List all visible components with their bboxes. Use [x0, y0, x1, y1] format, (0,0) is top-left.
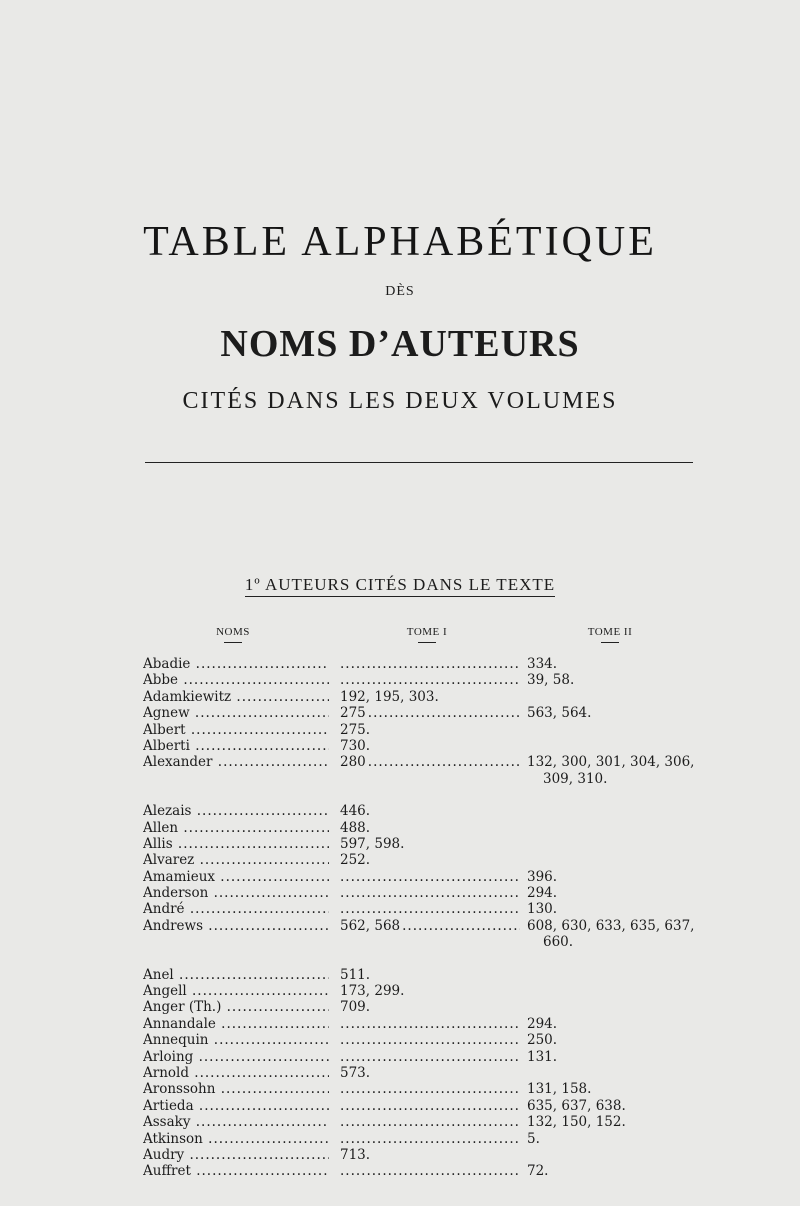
tome1-pages: [340, 1049, 520, 1065]
subtitle-cites: CITÉS DANS LES DEUX VOLUMES: [182, 388, 618, 414]
index-entry: [143, 1098, 713, 1114]
tome1-pages: 280 .....: [340, 754, 520, 770]
index-entry: [143, 722, 713, 738]
tome1-pages: 562, 568 .....: [340, 918, 520, 934]
tome1-pages: [340, 869, 520, 885]
author-name: Albert .....: [143, 722, 329, 738]
index-entry: [143, 754, 713, 787]
column-header-noms: NOMS: [213, 626, 253, 643]
tome2-pages: 5.: [527, 1130, 540, 1147]
index-entry: [143, 1114, 713, 1130]
index-entry: [143, 1065, 713, 1081]
tome2-pages: 608, 630, 633, 635, 637, 660.: [527, 918, 717, 951]
author-index-list: [143, 656, 713, 1180]
author-name: Artieda .....: [143, 1098, 329, 1114]
index-entry: [143, 918, 713, 951]
author-name: Alvarez .....: [143, 852, 329, 868]
index-entry: [143, 1081, 713, 1097]
tome1-pages: [340, 1016, 520, 1032]
column-header-tome2: TOME II: [580, 626, 640, 643]
tome1-pages: 597, 598.: [340, 836, 520, 852]
section-title: 1º AUTEURS CITÉS DANS LE TEXTE: [245, 575, 555, 597]
author-name: Aronssohn .....: [143, 1081, 329, 1097]
index-entry: [143, 803, 713, 819]
tome1-pages: 275 .....: [340, 705, 520, 721]
author-name: Abbe .....: [143, 672, 329, 688]
author-name: Annandale .....: [143, 1016, 329, 1032]
index-entry: [143, 999, 713, 1015]
tome1-pages: 173, 299.: [340, 983, 520, 999]
author-name: Anger (Th.) .....: [143, 999, 329, 1015]
tome1-pages: [340, 1098, 520, 1114]
tome1-pages: 511.: [340, 967, 520, 983]
tome2-pages: 132, 300, 301, 304, 306, 309, 310.: [527, 754, 717, 787]
index-entry: [143, 1147, 713, 1163]
index-entry: [143, 1131, 713, 1147]
title-divider: [145, 462, 693, 463]
author-name: Anel .....: [143, 967, 329, 983]
author-name: Alezais .....: [143, 803, 329, 819]
index-entry: [143, 852, 713, 868]
tome1-pages: [340, 672, 520, 688]
index-entry: [143, 1049, 713, 1065]
tome1-pages: [340, 656, 520, 672]
index-entry: [143, 705, 713, 721]
index-entry: [143, 885, 713, 901]
index-entry: [143, 901, 713, 917]
tome2-pages: 72.: [527, 1163, 549, 1180]
author-name: Alberti .....: [143, 738, 329, 754]
column-header-tome1: TOME I: [397, 626, 457, 643]
index-entry: [143, 869, 713, 885]
tome2-pages: 39, 58.: [527, 672, 575, 689]
author-name: Adamkiewitz .....: [143, 689, 329, 705]
tome2-pages-continued: 660.: [543, 934, 574, 951]
author-name: Andrews .....: [143, 918, 329, 934]
index-entry: [143, 983, 713, 999]
tome1-pages: [340, 1114, 520, 1130]
author-name: Amamieux .....: [143, 869, 329, 885]
tome1-pages: [340, 901, 520, 917]
tome1-pages: 275.: [340, 722, 520, 738]
tome1-pages: 192, 195, 303.: [340, 689, 520, 705]
author-name: Allen .....: [143, 820, 329, 836]
author-name: Arloing .....: [143, 1049, 329, 1065]
tome1-pages: [340, 1163, 520, 1179]
author-name: Allis .....: [143, 836, 329, 852]
tome2-pages-continued: 309, 310.: [543, 770, 608, 787]
tome2-pages: 130.: [527, 901, 558, 918]
section-heading: [0, 575, 800, 595]
author-name: Auffret .....: [143, 1163, 329, 1179]
tome1-pages: [340, 885, 520, 901]
tome1-pages: [340, 1032, 520, 1048]
tome2-pages: 250.: [527, 1032, 558, 1049]
author-name: Audry .....: [143, 1147, 329, 1163]
tome1-pages: 709.: [340, 999, 520, 1015]
index-entry: [143, 820, 713, 836]
tome2-pages: 294.: [527, 1015, 558, 1032]
author-name: Alexander .....: [143, 754, 329, 770]
author-name: Anderson .....: [143, 885, 329, 901]
page-title: TABLE ALPHABÉTIQUE: [143, 219, 657, 265]
author-name: André .....: [143, 901, 329, 917]
index-entry: [143, 1016, 713, 1032]
subtitle-noms: NOMS D’AUTEURS: [220, 323, 580, 365]
tome2-pages: 131.: [527, 1048, 558, 1065]
tome2-pages: 132, 150, 152.: [527, 1114, 626, 1131]
tome1-pages: 488.: [340, 820, 520, 836]
index-entry: [143, 1032, 713, 1048]
author-name: Assaky .....: [143, 1114, 329, 1130]
tome1-pages: 713.: [340, 1147, 520, 1163]
tome1-pages: 252.: [340, 852, 520, 868]
index-entry: [143, 656, 713, 672]
author-name: Angell .....: [143, 983, 329, 999]
tome2-pages: 334.: [527, 656, 558, 672]
tome1-pages: [340, 1131, 520, 1147]
tome2-pages: 396.: [527, 868, 558, 885]
author-name: Abadie .....: [143, 656, 329, 672]
author-name: Agnew .....: [143, 705, 329, 721]
tome1-pages: 730.: [340, 738, 520, 754]
author-name: Annequin .....: [143, 1032, 329, 1048]
index-entry: [143, 738, 713, 754]
tome2-pages: 294.: [527, 885, 558, 902]
author-name: Atkinson .....: [143, 1131, 329, 1147]
index-entry: [143, 689, 713, 705]
tome2-pages: 131, 158.: [527, 1081, 592, 1098]
tome1-pages: 446.: [340, 803, 520, 819]
index-entry: [143, 1163, 713, 1179]
subtitle-des: DÈS: [385, 284, 415, 299]
tome1-pages: 573.: [340, 1065, 520, 1081]
tome2-pages: 563, 564.: [527, 705, 592, 722]
tome2-pages: 635, 637, 638.: [527, 1097, 626, 1114]
author-name: Arnold .....: [143, 1065, 329, 1081]
index-entry: [143, 836, 713, 852]
tome1-pages: [340, 1081, 520, 1097]
index-entry: [143, 672, 713, 688]
index-entry: [143, 967, 713, 983]
